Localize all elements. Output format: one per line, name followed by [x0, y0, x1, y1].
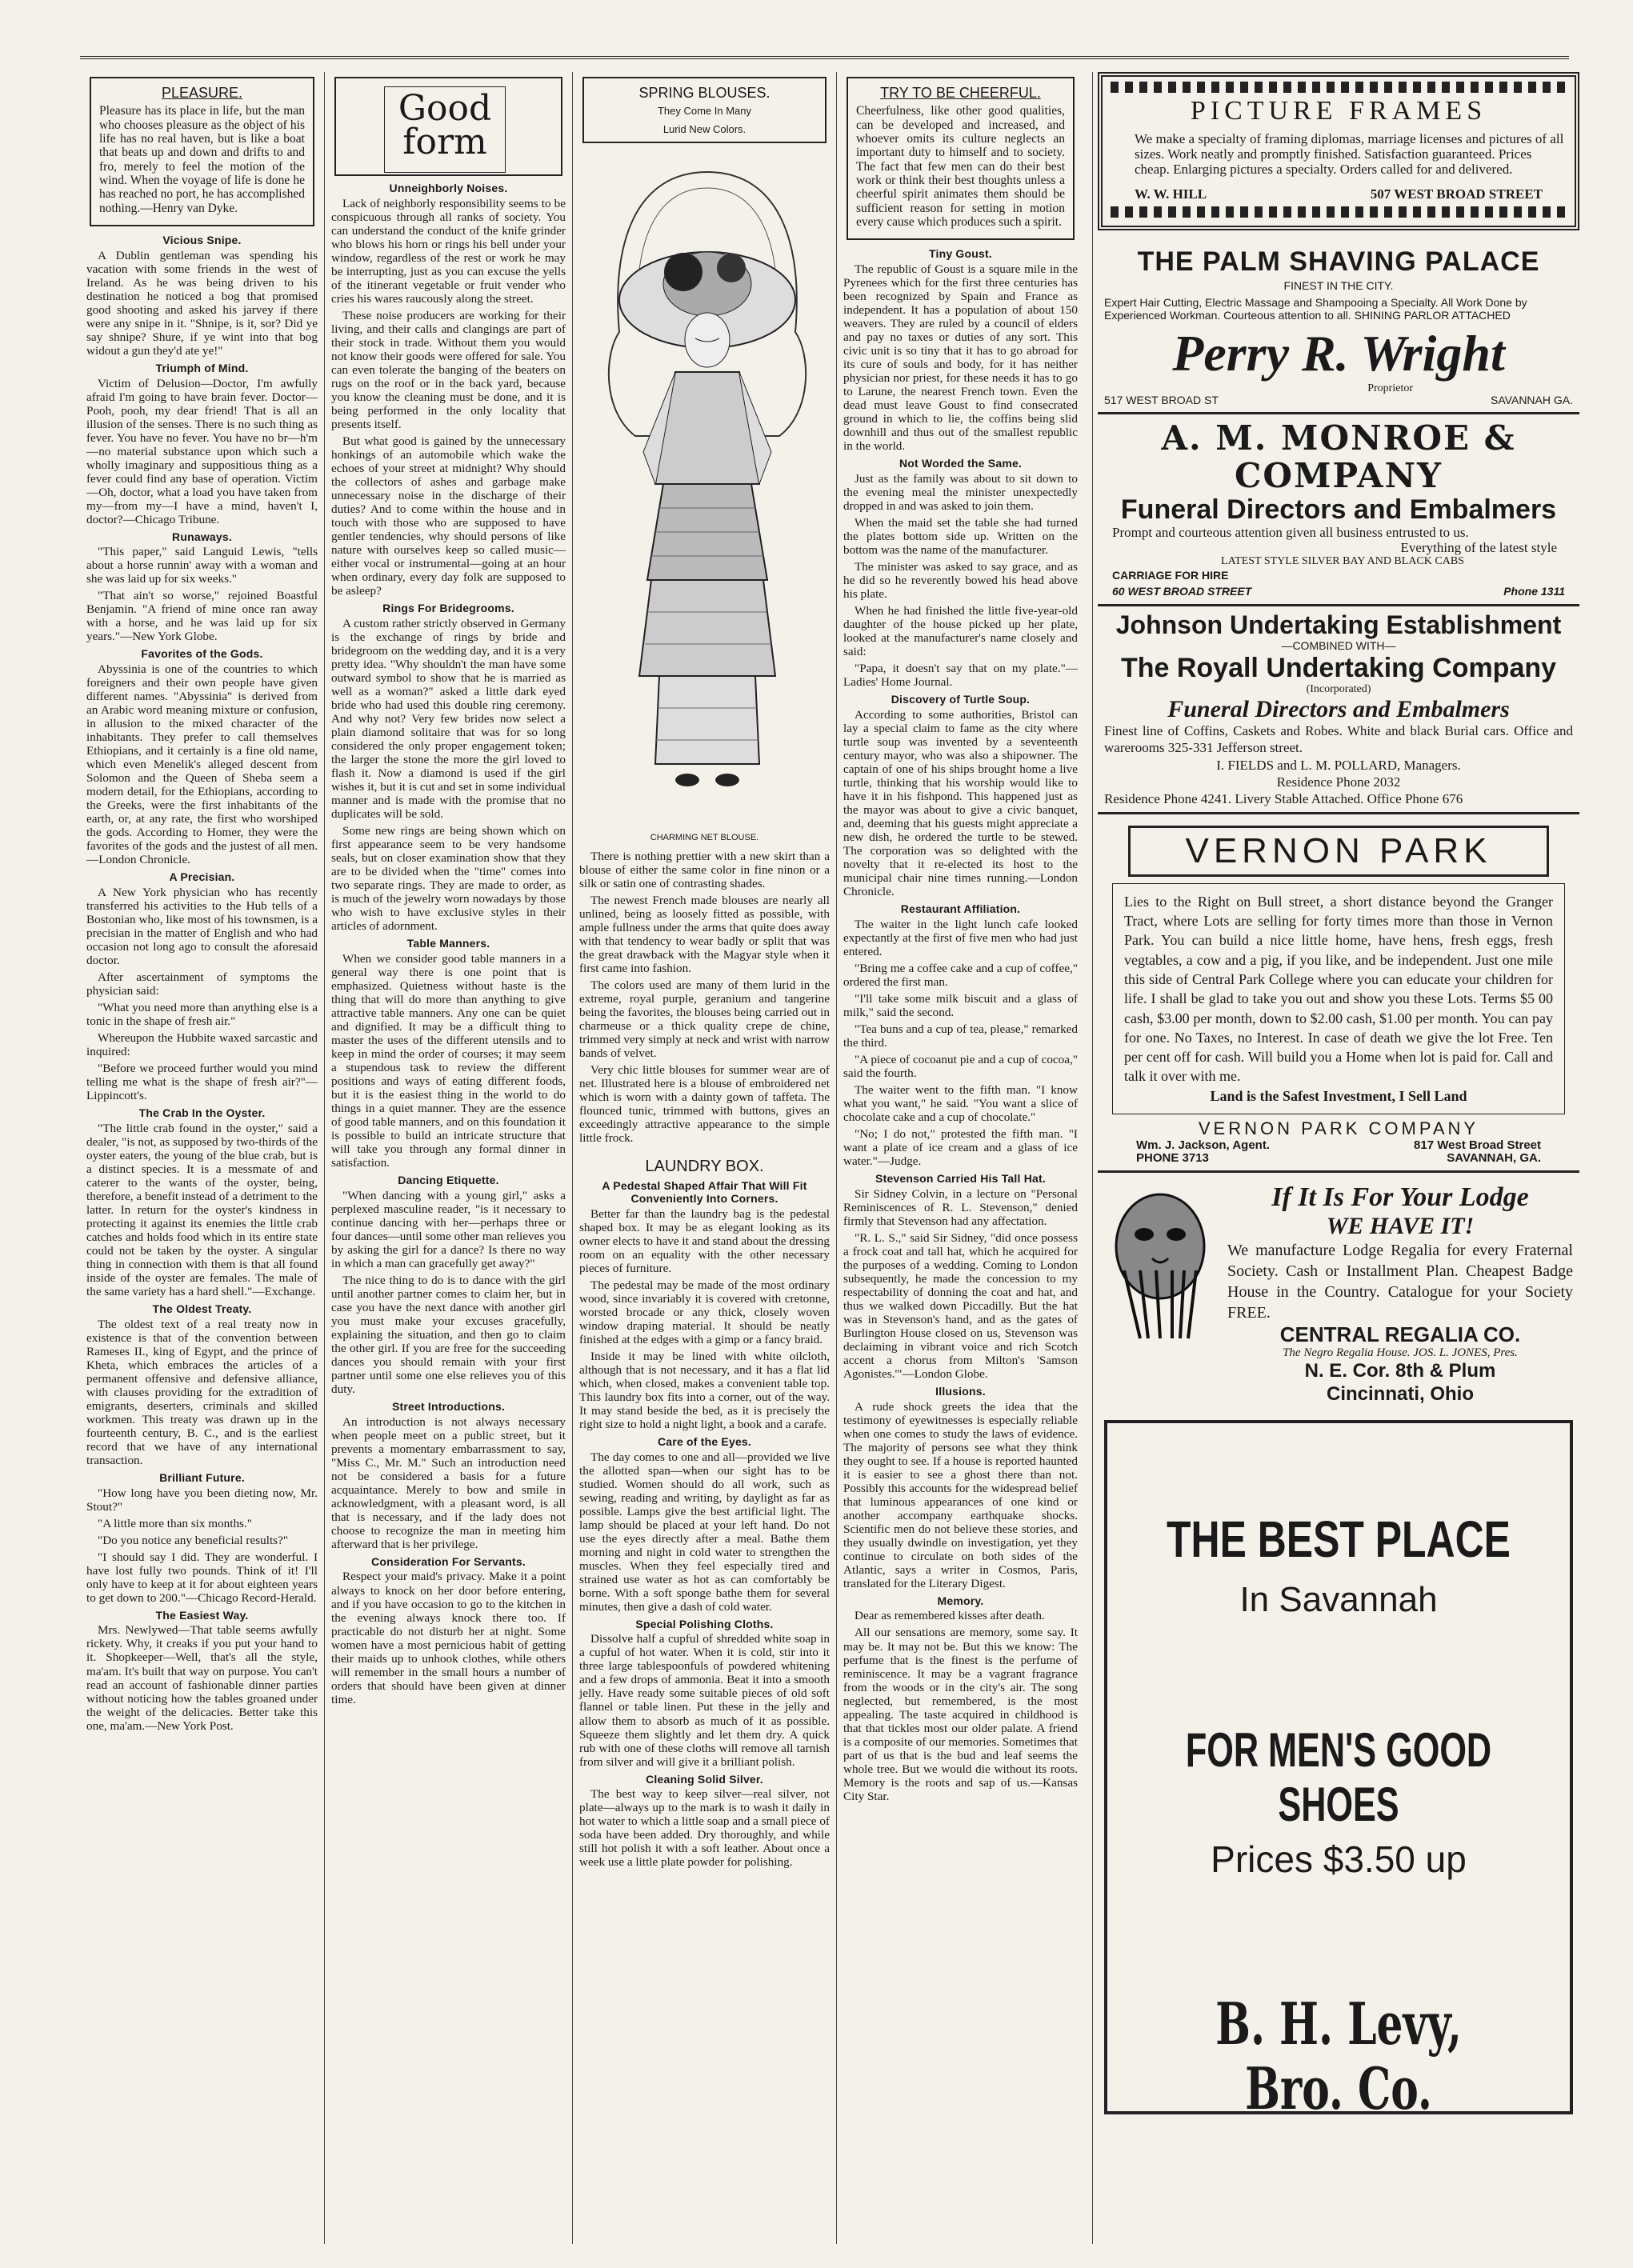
levy-company: B. H. Levy, Bro. Co. [1215, 1990, 1462, 2122]
article-headline: Stevenson Carried His Tall Hat. [875, 1172, 1046, 1186]
monroe-line1: Prompt and courteous attention given all business entrusted to us. [1112, 525, 1469, 541]
frame-border-pattern-bottom [1111, 206, 1567, 218]
article-paragraph: But what good is gained by the unnecessary honkings of an automobile which wake the echoes of your street at midnight? Why should the collectors of ashes and garbage make unnecessary noise in the discharge of their duties? And to come within the house and in touch with those who are supposed to have gentler tendencies, why should persons of like nature with ourselves keep so called music—either vocal or instrumental—going at an hour when ordinary, every day folk are supposed to be asleep? [331, 434, 566, 598]
monroe-funeral: Funeral Directors and Embalmers [1120, 494, 1557, 526]
regalia-subheadline: WE HAVE IT! [1326, 1213, 1475, 1240]
article-paragraph: After ascertainment of symptoms the physician said: [86, 970, 318, 998]
regalia-headline: If It Is For Your Lodge [1271, 1182, 1529, 1213]
article-headline: The Crab In the Oyster. [138, 1106, 266, 1120]
laundry-subtitle: A Pedestal Shaped Affair That Will Fit Conveniently Into Corners. [602, 1179, 807, 1205]
article-paragraph: These noise producers are working for their living, and their calls and clangings are part of their stock in trade. Without them you would not know their goods were offered for sale. You can even tolerate the banging of the beaters on rugs on the roof or in the back yard, because you know the cleaning must be done, and it is being performed in the only locality that presents itself. [331, 308, 566, 431]
article-paragraph: The republic of Goust is a square mile in the Pyrenees which for the first three centuries has been recognized by Spain and France as independent. It has a population of about 150 weavers. They are ruled by a council of elders and pay no taxes or duties of any sort. This civic unit is so tiny that it has to go abroad for its cure of souls and body, for it has neither physician nor priest, for these needs it has to go to Larune, the nearest French town. Even the dead must leave Goust to find consecrated ground in which to lie, the coffins being slid downhill and thus out of the smallest republic in the world. [843, 262, 1078, 454]
article-paragraph: "Do you notice any beneficial results?" [98, 1533, 289, 1547]
article-paragraph: "When dancing with a young girl," asks a perplexed masculine reader, "is it necessary to continue dancing with her—perhaps three or four dances—until some other man relieves you by asking the girl for a dance? Is there no way in which a man can gracefully get away?" [331, 1188, 566, 1270]
article-headline: Street Introductions. [391, 1399, 506, 1413]
article-headline: Special Polishing Cloths. [635, 1617, 774, 1630]
palm-desc: Expert Hair Cutting, Electric Massage and Shampooing a Specialty. All Work Done by Experienced Workman. Courteous attention to all. SHINING PARLOR ATTACHED [1104, 295, 1527, 322]
cheerful-box [847, 77, 1075, 240]
article-paragraph: All our sensations are memory, some say. It may be. It may not be. But this we know: The perfume that is the finest is the perfume of reminiscence. It may be a vagrant fragrance from the woods or in the city's air. The song neglected, but remembered, is the most appealing. The taste acquired in childhood is that that tickles most our older palate. A friend is a composite of our memories. Sometimes that part of us that is the bud and leaf seems the whole tree. But we would die without its roots. Memory is the roots and sap of us.—Kansas City Star. [843, 1626, 1078, 1803]
vernon-body: Lies to the Right on Bull street, a short distance beyond the Granger Tract, where Lots are selling for forty times more than those in Vernon Park. You can build a nice little home, have hens, fresh eggs, fresh vegtables, a cow and a pig, if you like, and be independent. Just one mile this side of Central Park College where you can educate your children for life. I shall be glad to take you out and show you these Lots. Terms $5 00 cash, $3.00 per month, down to $2.00 cash, $1.00 per month. You can pay for one. No Taxes, no Interest. In case of death we give the lot Free. Ten per cent off for cash. Will build you a Home when lot is paid for. Call and talk it over with me. [1124, 893, 1553, 1085]
article-headline: The Easiest Way. [155, 1608, 249, 1622]
article-paragraph: "That ain't so worse," rejoined Boastful Benjamin. "A friend of mine once ran away with a horse, and he was laid up for six years."—New York Globe. [86, 589, 318, 644]
article-paragraph: The day comes to one and all—provided we live the allotted span—when our sight has to be studied. Women should do all work, such as sewing, reading and writing, by daylight as far as possible. Lamps give the best artificial light. The lamp should be placed at your left hand. Do not use the eyes directly after a meal. Bathe them morning and night in cold water to strengthen the muscles. When they feel especially tired and strained use water as hot as can comfortably be borne. With a soft sponge bathe them for several minutes, then give a dash of cold water. [579, 1450, 830, 1614]
spring-blouses-sub2: Lurid New Colors. [662, 122, 746, 135]
blouse-illustration [587, 148, 822, 828]
regalia-ad [1098, 1173, 1579, 1415]
pleasure-title: PLEASURE. [161, 85, 243, 101]
regalia-body: We manufacture Lodge Regalia for every Fraternal Society. Cash or Installment Plan. Cheapest Badge House in the Country. Catalogue for your Society FREE. [1227, 1241, 1573, 1322]
regalia-address2: Cincinnati, Ohio [1327, 1382, 1474, 1405]
regalia-company: CENTRAL REGALIA CO. [1279, 1322, 1521, 1346]
column-3 [572, 72, 836, 2244]
article-paragraph: "The little crab found in the oyster," said a dealer, "is not, as supposed by two-thirds of the oyster eaters, the young of the blue crab, but is a distinct species. It is a messmate of and caterer to the wants of the oyster, being, therefore, a benefit instead of a detriment to the latter. In return for the oyster's kindness in protecting it against its enemies the little crab catches and holds food which in its entire state could not be taken by the oyster. A singular thing in connection with them is that all found inside of the oyster are females. The male of the same variety has a hard shell."—Exchange. [86, 1121, 318, 1299]
vernon-agent: Wm. J. Jackson, Agent. [1136, 1138, 1270, 1152]
column-3-articles [579, 1436, 830, 1869]
johnson-combined: —COMBINED WITH— [1281, 639, 1396, 653]
cheerful-title: TRY TO BE CHEERFUL. [880, 85, 1041, 101]
johnson-line1: Finest line of Coffins, Caskets and Robes. White and black Burial cars. Office and warerooms 325-331 Jefferson street. [1104, 723, 1573, 756]
article-headline: Restaurant Affiliation. [900, 902, 1021, 916]
article-paragraph: There is nothing prettier with a new skirt than a blouse of either the same color in fine ninon or a silk or satin one of contrasting shades. [579, 849, 830, 890]
frame-border-pattern [1111, 82, 1567, 93]
article-paragraph: The waiter in the light lunch cafe looked expectantly at the first of five men who had just entered. [843, 917, 1078, 958]
article-paragraph: "How long have you been dieting now, Mr. Stout?" [86, 1486, 318, 1514]
column-1 [80, 72, 324, 2244]
palm-shaving-ad [1098, 242, 1579, 414]
article-paragraph: Lack of neighborly responsibility seems to be conspicuous through all ranks of society. You can understand the conduct of the knife grinder who blows his horn or rings his bell under your window, regardless of the rest or work he may be interrupting, just as you can excuse the yells of the itinerant vegetable or fruit vender who cries his wares raucously along the street. [331, 196, 566, 306]
picture-frames-body: We make a specialty of framing diplomas, marriage licenses and pictures of all sizes. Work neatly and promptly finished. Satisfaction guaranteed. Prices cheap. Enlarging pictures a specialty. Orders called for and delivered. [1135, 131, 1564, 178]
article-paragraph: Sir Sidney Colvin, in a lecture on "Personal Reminiscences of R. L. Stevenson," denied firmly that Stevenson had any affectation. [843, 1186, 1078, 1228]
vernon-company: VERNON PARK COMPANY [1198, 1118, 1479, 1138]
article-paragraph: Victim of Delusion—Doctor, I'm awfully afraid I'm going to have brain fever. Doctor—Pooh, pooh, my dear friend! That is all an illusion of the senses. There is no such thing as fever. You have no fever. You have no br—h'm—no material substance upon which such a wholly imaginary and suppositious thing as a fever could find any base of operation. Victim—Oh, doctor, what a load you have taken from my—from my—I have a mind, haven't I, doctor?—Chicago Tribune. [86, 376, 318, 526]
article-paragraph: The newest French made blouses are nearly all unlined, being as loosely fitted as possible, with ample fullness under the arms that quite does away with that tendency to wear badly or split that was the great drawback with the Magyar style when it first came into fashion. [579, 893, 830, 975]
levy-shoes-ad [1104, 1420, 1573, 2122]
palm-city: SAVANNAH GA. [1491, 394, 1573, 407]
column-2 [324, 72, 572, 2244]
article-paragraph: Inside it may be lined with white oilcloth, although that is not necessary, and it has a flat lid which, when closed, makes a convenient table top. This laundry box fits into a corner, out of the way. It may stand beside the bed, as it is precisely the right size to hold a night light, a book and a carafe. [579, 1349, 830, 1431]
article-headline: Memory. [937, 1594, 984, 1607]
palm-finest: FINEST IN THE CITY. [1283, 279, 1394, 293]
vernon-address: 817 West Broad Street [1414, 1138, 1541, 1152]
regalia-tag: The Negro Regalia House. JOS. L. JONES, Pres. [1283, 1346, 1518, 1359]
article-headline: Brilliant Future. [159, 1470, 245, 1484]
article-headline: Unneighborly Noises. [389, 182, 508, 194]
article-headline: The Oldest Treaty. [152, 1302, 252, 1316]
article-paragraph: Abyssinia is one of the countries to which foreigners and their own people have given different names. "Abyssinia" is derived from an Arabic word meaning mixture or confusion, in allusion to the mixed character of the inhabitants. They prefer to call themselves Ethiopians, and it certainly is a fine old name, which even Menelik's alleged descent from Solomon and the Queen of Sheba seem a modern detail, for the Ethiopians, according to the Greeks, were the first inhabitants of the earth, or, at any rate, the first who worshiped the gods. According to Homer, they were the favorites of the gods and the justest of all men.—London Chronicle. [86, 662, 318, 867]
article-paragraph: The nice thing to do is to dance with the girl until another partner comes to claim her, but in case you have the next dance with another girl you must make your excuses gracefully, explaining the situation, and then go to claim the other girl. If you are free for the succeeding dances you should remain with your first partner until some one else relieves you of this duty. [331, 1273, 566, 1396]
vernon-phone: PHONE 3713 [1136, 1151, 1209, 1166]
article-paragraph: Whereupon the Hubbite waxed sarcastic and inquired: [86, 1031, 318, 1059]
article-paragraph: A custom rather strictly observed in Germany is the exchange of rings by bride and bridegroom on the wedding day, and it is a very pretty idea. "Why shouldn't the man have some outward symbol to show that he is married as well as a woman?" asked a little dark eyed bride who had used this double ring ceremony. And why not? Very few brides now select a plain diamond solitaire that was for so long considered the only proper engagement token; the larger the stone the more the girl loved to flash it. Now a diamond is used if the girl wishes it, but it is cut and set in some individual manner and is made with the promise that no duplicates will be sold. [331, 616, 566, 822]
article-paragraph: "R. L. S.," said Sir Sidney, "did once possess a frock coat and tall hat, which he acquired for the purposes of a wedding. Coming to London subsequently, he made the concession to my respectability of donning the coat and hat, and thus we walked down Piccadilly. But the hat was in Stevenson's hand, and as the gates of Burlington House closed on us, Stevenson was declaiming in vibrant voice and rich Scotch accent a chorus from Milton's 'Samson Agonistes.'"—London Globe. [843, 1230, 1078, 1381]
laundry-title: LAUNDRY BOX. [645, 1157, 764, 1175]
laundry-text [579, 1207, 830, 1431]
column-2-articles [331, 182, 566, 1706]
cheerful-body: Cheerfulness, like other good qualities, can be developed and increased, and whoever omits its culture neglects an important duty to himself and to society. The fact that few men can do their best work or think their best thoughts unless a cheerful spirit animates them should be sufficient reason for setting in motion every cause which produces such a spirit. [856, 104, 1065, 230]
article-headline: Not Worded the Same. [899, 457, 1023, 470]
article-paragraph: An introduction is not always necessary when people meet on a public street, but it prevents a momentary embarrassment to say, "Miss C., Mr. M." Such an introduction need not be considered a basis for a future acquaintance. Merely to bow and smile in acknowledgment, with a pleasant word, is all that is necessary, and if the lady does not choose to recognize the man in meeting him afterward that is her privilege. [331, 1414, 566, 1551]
article-paragraph: The oldest text of a real treaty now in existence is that of the convention between Rameses II., king of Egypt, and the prince of Kheta, which embraces the articles of a permanent offensive and defensive alliance, with clauses providing for the extradition of emigrants, deserters, criminals and skilled workmen. This treaty was drawn up in the fourteenth century, B. C., and is the earliest record that we have of any international transaction. [86, 1317, 318, 1467]
top-rule [80, 56, 1569, 59]
article-headline: Dancing Etiquette. [398, 1174, 499, 1187]
article-paragraph: Just as the family was about to sit down to the evening meal the minister unexpectedly dropped in and was asked to join them. [843, 471, 1078, 513]
article-paragraph: "This paper," said Languid Lewis, "tells about a horse runnin' away with a woman and she was laid up for six weeks." [86, 545, 318, 586]
regalia-address1: N. E. Cor. 8th & Plum [1304, 1359, 1496, 1382]
picture-frames-name: W. W. HILL [1135, 186, 1207, 202]
article-paragraph: Dissolve half a cupful of shredded white soap in a cupful of hot water. When it is cold, stir into it three large tablespoonfuls of powdered whitening and a few drops of ammonia. Beat it into a smooth jelly. Have ready some suitable pieces of old soft flannel or table linen. Put these in the jelly and allow them to absorb as much of it as possible. Squeeze them slightly and let them dry. A quick rub with one of these cloths will remove all tarnish from silver and will give it a brilliant polish. [579, 1632, 830, 1769]
article-headline: Care of the Eyes. [658, 1434, 751, 1448]
article-paragraph: A New York physician who has recently transferred his activities to the Hub tells of a Bostonian who, like most of his townsmen, is a precisian in the matter of English and who had occasion not long ago to consult the aforesaid doctor. [86, 886, 318, 968]
spring-blouses-box [582, 77, 827, 143]
article-headline: Rings For Bridegrooms. [382, 602, 514, 615]
monroe-address: 60 WEST BROAD STREET [1112, 584, 1252, 598]
levy-mens-shoes: FOR MEN'S GOOD SHOES [1185, 1723, 1492, 1831]
johnson-royall: The Royall Undertaking Company [1120, 652, 1557, 683]
article-paragraph: Very chic little blouses for summer wear are of net. Illustrated here is a blouse of embroidered net which is worn with a dainty gown of taffeta. The flounced tunic, trimmed with buttons, gives an exceedingly attractive appearance to the simple little frock. [579, 1062, 830, 1145]
article-paragraph: "No; I do not," protested the fifth man. "I want a plate of ice cream and a glass of ice water."—Judge. [843, 1126, 1078, 1168]
monroe-ad [1098, 414, 1579, 606]
monroe-carriage: CARRIAGE FOR HIRE [1112, 569, 1229, 582]
article-paragraph: "Before we proceed further would you mind telling me what is the shape of fresh air?"—Lippincott's. [86, 1062, 318, 1103]
article-headline: Runaways. [172, 530, 232, 543]
levy-in-savannah: In Savannah [1239, 1580, 1438, 1620]
palm-owner: Perry R. Wright [1172, 325, 1505, 382]
monroe-title: A. M. MONROE & COMPANY [1161, 418, 1516, 496]
vernon-slogan: Land is the Safest Investment, I Sell Land [1210, 1087, 1467, 1104]
monroe-latest: LATEST STYLE SILVER BAY AND BLACK CABS [1221, 555, 1464, 568]
palm-proprietor: Proprietor [1367, 382, 1413, 394]
picture-frames-ad [1098, 72, 1579, 230]
palm-title: THE PALM SHAVING PALACE [1137, 246, 1540, 278]
article-headline: Tiny Goust. [929, 247, 992, 261]
monroe-phone: Phone 1311 [1503, 584, 1565, 598]
article-paragraph: "A piece of cocoanut pie and a cup of cocoa," said the fourth. [843, 1052, 1078, 1080]
article-paragraph: Some new rings are being shown which on first appearance seem to be very handsome seals, but on closer examination show that they are to be divided when the "time" comes into two separate rings. They are made to order, as is much of the jewelry worn nowadays by those who wish to have exclusive styles in their articles of adornment. [331, 824, 566, 934]
vernon-park-ad [1098, 814, 1579, 1173]
article-paragraph: "Tea buns and a cup of tea, please," remarked the third. [843, 1022, 1078, 1050]
johnson-title: Johnson Undertaking Establishment [1115, 610, 1562, 640]
blouse-caption: CHARMING NET BLOUSE. [650, 833, 759, 843]
article-headline: A Precisian. [169, 870, 235, 884]
article-paragraph: According to some authorities, Bristol can lay a special claim to fame as the city where turtle soup was invented by a seventeenth century mayor, who was also a shipowner. The captain of one of his ships brought home a live turtle, thinking that his worship would like to have it in his fishpond. This happened just as the mayor was about to give a civic banquet, and, deeming that his guests might appreciate a new dish, he ordered the turtle to be stewed. The corporation was so delighted with the novelty that it re-elected its host to the municipal chair nine times running.—London Chronicle. [843, 707, 1078, 899]
article-paragraph: The waiter went to the fifth man. "I know what you want," he said. "You want a slice of chocolate cake and a cup of chocolate." [843, 1082, 1078, 1124]
article-paragraph: "Papa, it doesn't say that on my plate."—Ladies' Home Journal. [843, 662, 1078, 690]
spring-blouses-sub1: They Come In Many [657, 105, 752, 118]
picture-frames-title: PICTURE FRAMES [1190, 96, 1487, 126]
pleasure-box [90, 77, 314, 226]
column-1-articles [86, 234, 318, 1733]
article-headline: Illusions. [935, 1384, 986, 1398]
article-paragraph: The minister was asked to say grace, and as he did so he reverently bowed his head above his plate. [843, 560, 1078, 602]
article-headline: Table Manners. [406, 937, 490, 950]
article-paragraph: Better far than the laundry bag is the pedestal shaped box. It may be as elegant looking as its owner elects to have it and stand about the dressing room on an equality with the other necessary pieces of furniture. [579, 1206, 830, 1275]
article-headline: Cleaning Solid Silver. [646, 1772, 763, 1786]
palm-address: 517 WEST BROAD ST [1104, 394, 1219, 407]
blouses-text [579, 850, 830, 1145]
picture-frames-address: 507 WEST BROAD STREET [1370, 186, 1543, 202]
article-paragraph: The best way to keep silver—real silver, not plate—always up to the mark is to wash it daily in hot water to which a little soap and a small piece of soda have been added. Dry thoroughly, and while still hot polish it with a soft leather. About once a week use a little plate powder for polishing. [579, 1787, 830, 1870]
vernon-city: SAVANNAH, GA. [1447, 1151, 1541, 1166]
monroe-line2: Everything of the latest style [1400, 540, 1557, 556]
article-paragraph: A Dublin gentleman was spending his vacation with some friends in the west of Ireland. As he was being driven to his destination he noticed a bog that promised good shooting and asked his jarvey if there were any snipe in it. "Shnipe, is it, sor? Did ye say shnipe? Shure, if ye wint into that bog widout a gun they'd ate ye!" [86, 248, 318, 358]
article-paragraph: "A little more than six months." [98, 1516, 252, 1530]
advertisements-column [1092, 72, 1584, 2244]
article-paragraph: "I should say I did. They are wonderful. I have lost fully two pounds. Think of it! I'll only have to keep at it for about eighteen years to get down to 200."—Chicago Record-Herald. [86, 1550, 318, 1605]
johnson-inc: (Incorporated) [1306, 682, 1371, 695]
good-form-title: Good form [384, 86, 506, 173]
article-paragraph: A rude shock greets the idea that the testimony of eyewitnesses is especially reliable when one comes to study the laws of evidence. The majority of persons see what they think they ought to see. If a house is reported haunted it is easier to see a ghost there than not. Possibly this accounts for the widespread belief that luminous appearances of one kind or another accompany earthquake shocks. Scientific men do not believe these stories, and they usually dwindle on investigation, yet they continue to circulate on both sides of the Atlantic, says a writer in Cosmos, Paris, translated for the Literary Digest. [843, 1399, 1078, 1590]
article-paragraph: "I'll take some milk biscuit and a glass of milk," said the second. [843, 991, 1078, 1019]
spring-blouses-title: SPRING BLOUSES. [638, 85, 770, 101]
article-paragraph: The colors used are many of them lurid in the extreme, royal purple, geranium and tangerine being the favorites, the blouses being carried out in charmeuse or a thick quality crepe de chine, trimmed very simply at neck and wrist with narrow bands of velvet. [579, 978, 830, 1060]
johnson-line3: Residence Phone 2032 [1276, 774, 1401, 790]
article-headline: Discovery of Turtle Soup. [891, 693, 1031, 706]
article-paragraph: When he had finished the little five-year-old daughter of the house picked up her plate, looked at the manufacturer's name closely and said: [843, 604, 1078, 659]
johnson-line4: Residence Phone 4241. Livery Stable Attached. Office Phone 676 [1104, 791, 1463, 807]
article-headline: Triumph of Mind. [155, 361, 249, 374]
article-paragraph: The pedestal may be made of the most ordinary wood, since invariably it is covered with cretonne, worsted brocade or any thick, closely woven window draping material. It should be neatly finished at the edges with a gimp or a fancy braid. [579, 1278, 830, 1346]
article-paragraph: When the maid set the table she had turned the plates bottom side up. Written on the bottom was the name of the manufacturer. [843, 516, 1078, 558]
article-headline: Vicious Snipe. [162, 234, 242, 247]
vernon-title: VERNON PARK [1128, 826, 1549, 876]
johnson-line2: I. FIELDS and L. M. POLLARD, Managers. [1216, 757, 1461, 773]
johnson-funeral: Funeral Directors and Embalmers [1167, 695, 1510, 722]
article-headline: Favorites of the Gods. [141, 647, 263, 661]
article-paragraph: Mrs. Newlywed—That table seems awfully rickety. Why, it creaks if you put your hand to it. Shopkeeper—Well, that's all the style, ma'am. It's built that way on purpose. You can't read an account of fashionable dinner parties without noticing how the tables groaned under the weight of the delicacies. Better take this one, ma'am.—New York Post. [86, 1623, 318, 1733]
column-4 [836, 72, 1084, 2244]
article-paragraph: Respect your maid's privacy. Make it a point always to knock on her door before entering, and if you have occasion to go to the kitchen in the evening always knock there too. If practicable do not disturb her at night. Some women have a most pernicious habit of getting their maids up to unhook clothes, while others will remember in the small hours a number of orders that should have been given at dinner time. [331, 1570, 566, 1706]
article-paragraph: When we consider good table manners in a general way there is one point that is emphasized. Quietness without haste is the thing that will do more than anything to give attractive table manners. Any one can be quiet and dignified. It may be a difficult thing to master the uses of the different utensils and to keep in mind the order of courses; it may seem a stupendous task to review the different positions and ways of eating different foods, but it is the easiest thing in the world to do things in a quiet manner. They are the essence of good table manners, and on this foundation it is possible to build an intricate structure that will take you through any formal dinner in satisfaction. [331, 951, 566, 1170]
article-paragraph: Dear as remembered kisses after death. [855, 1609, 1045, 1623]
article-headline: Consideration For Servants. [371, 1554, 526, 1568]
levy-best-place: THE BEST PLACE [1167, 1510, 1511, 1569]
column-4-articles [843, 248, 1078, 1802]
article-paragraph: "What you need more than anything else is a tonic in the shape of fresh air." [86, 1001, 318, 1029]
good-form-masthead [334, 77, 562, 176]
regalia-mask-illustration [1104, 1182, 1216, 1342]
article-paragraph: "Bring me a coffee cake and a cup of coffee," ordered the first man. [843, 961, 1078, 989]
pleasure-body: Pleasure has its place in life, but the man who chooses pleasure as the object of his life has no real haven, but is like a boat that beats up and down and drifts to and fro, merely to feel the motion of the wind. When the voyage of life is done he has reached no port, he has accomplished nothing.—Henry van Dyke. [99, 104, 305, 215]
johnson-ad [1098, 606, 1579, 814]
levy-prices: Prices $3.50 up [1211, 1838, 1467, 1880]
